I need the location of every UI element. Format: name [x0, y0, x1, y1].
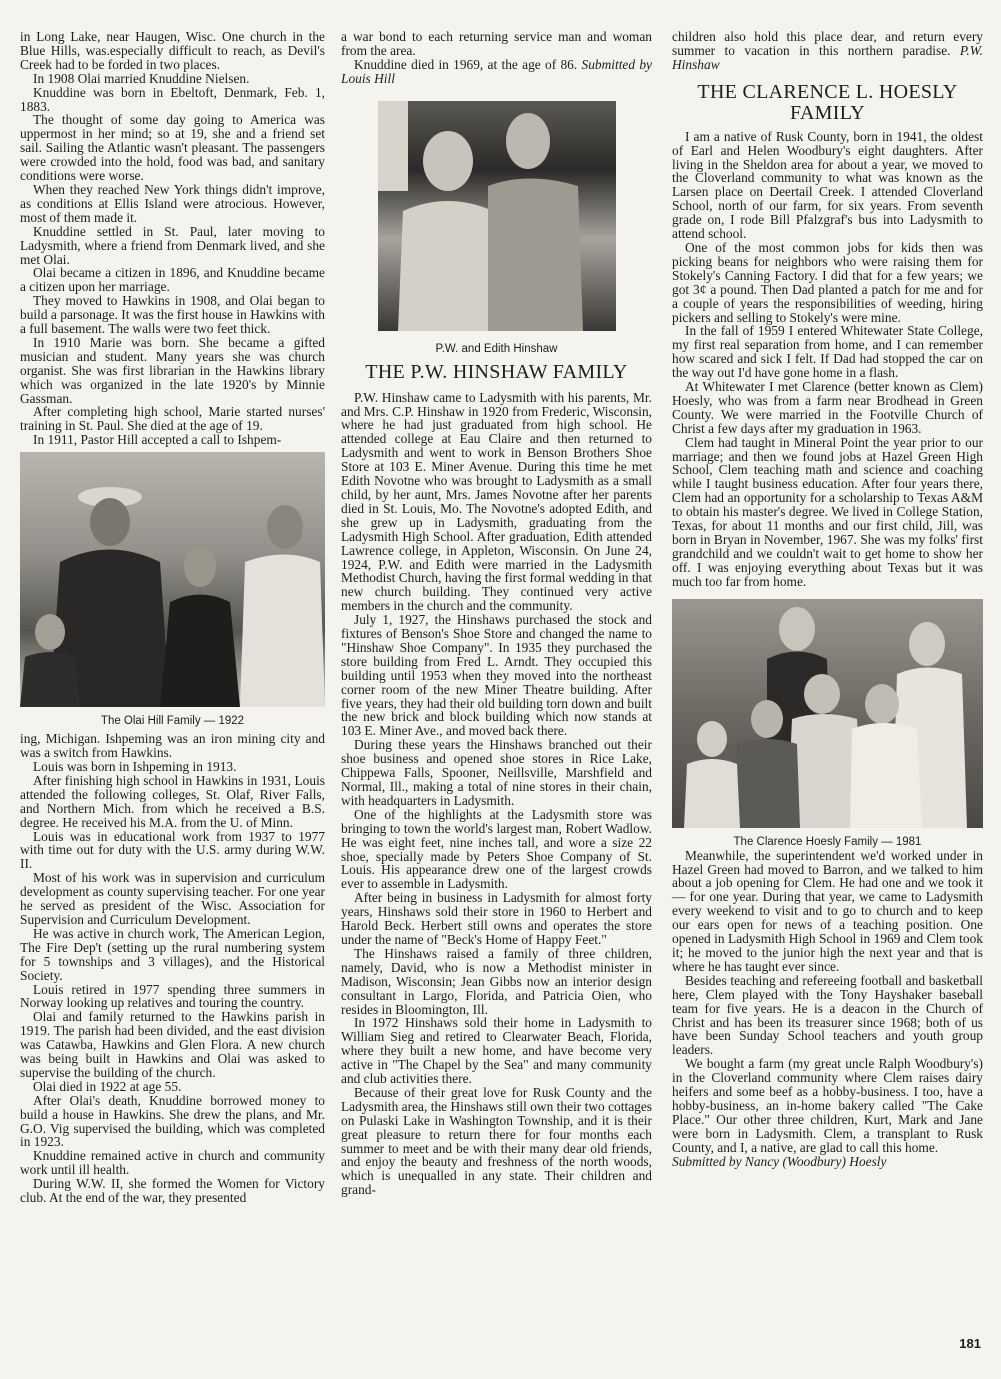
paragraph: Olai and family returned to the Hawkins parish in 1919. The parish had been divided, and the east division was Catawba, Hawkins and Glen Flora. A new church was being built in Hawkins and Olai was asked to supervise the building of the church.: [20, 1009, 325, 1080]
paragraph: The thought of some day going to America was uppermost in her mind; so at 19, she and a friend set sail. Sailing the Atlantic wasn't pleasant. The passengers were crowded into the hold, food was bad, and sanitary conditions were worse.: [20, 112, 325, 184]
olai-hill-text-part-1: [20, 30, 325, 447]
paragraph: In 1911, Pastor Hill accepted a call to Ishpem-: [33, 432, 282, 448]
paragraph: During W.W. II, she formed the Women for Victory club. At the end of the war, they presented: [20, 1176, 325, 1206]
paragraph: Clem had taught in Mineral Point the year prior to our marriage; and then we found jobs at Hazel Green High School, Clem teaching math and science and coaching while I taught business education. After four years there, Clem had an opportunity for a scholarship to Texas A&M to obtain his master's degree. We lived in College Station, Texas, for about 11 months and our first child, Jill, was born in Bryan in November, 1967. She was my folks' first grandchild and we couldn't wait to get home to show her off. I was enjoying everything about Texas but it was much too far from home.: [672, 434, 983, 589]
hoesly-family-photo: [672, 599, 983, 828]
paragraph: in Long Lake, near Haugen, Wisc. One church in the Blue Hills, was.especially difficult to reach, as Devil's Creek had to be forded in two places.: [20, 29, 325, 72]
paragraph: In 1972 Hinshaws sold their home in Ladysmith to William Sieg and retired to Clearwater Beach, Florida, where they built a new home, and have become very active in "The Chapel by the Sea" and many community and club activities there.: [341, 1015, 652, 1087]
column-2: [341, 30, 652, 1197]
paragraph: Knuddine settled in St. Paul, later moving to Ladysmith, where a friend from Denmark lived, and she met Olai.: [20, 223, 325, 267]
olai-hill-text-part-2: [20, 732, 325, 1205]
submitted-by: Submitted by Nancy (Woodbury) Hoesly: [672, 1153, 887, 1169]
paragraph: After Olai's death, Knuddine borrowed money to build a house in Hawkins. She drew the plans, and Mr. G.O. Vig supervised the building, which was completed in 1923.: [20, 1092, 325, 1150]
column-1: [20, 30, 325, 1205]
paragraph: Most of his work was in supervision and curriculum development as county supervising teacher. For one year he served as president of the Wisc. Association for Supervision and Curriculum Development.: [20, 870, 325, 927]
paragraph: After completing high school, Marie started nurses' training in St. Paul. She died at the age of 19.: [20, 404, 325, 434]
paragraph: a war bond to each returning service man and woman from the area.: [341, 29, 652, 58]
paragraph: They moved to Hawkins in 1908, and Olai began to build a parsonage. It was the first house in Hawkins with a full basement. The walls were two feet thick.: [20, 293, 325, 337]
photo-figures: [20, 452, 325, 707]
paragraph: P.W. Hinshaw came to Ladysmith with his parents, Mr. and Mrs. C.P. Hinshaw in 1920 from Frederic, Wisconsin, where he had just graduated from high school. He attended college at Eau Claire and then returned to Ladysmith and went to work in Benson Brothers Shoe Store at 103 E. Miner Avenue. During this time he met Edith Novotne who was brought to Ladysmith as a small child, by her aunt, Mrs. James Novotne after her parents died in St. Louis, Mo. The Novotne's adopted Edith, and she grew up in Ladysmith, graduating from the Ladysmith High School. After graduation, Edith attended Lawrence college, in Appleton, Wisconsin. On June 24, 1924, P.W. and Edith were married in the Ladysmith Methodist Church, having the first formal wedding in that new church building. They continued very active members in the church and the community.: [341, 389, 652, 614]
photo-caption: The Olai Hill Family — 1922: [100, 715, 245, 728]
page-number: 181: [959, 1336, 981, 1351]
paragraph-text: children also hold this place dear, and return every summer to vacation in this northern paradise.: [672, 29, 983, 58]
photo-caption: P.W. and Edith Hinshaw: [435, 342, 558, 355]
paragraph: Knuddine was born in Ebeltoft, Denmark, Feb. 1, 1883.: [20, 84, 325, 114]
paragraph: [341, 58, 652, 86]
column-3: [672, 30, 983, 1168]
paragraph: Because of their great love for Rusk County and the Ladysmith area, the Hinshaws still own their two cottages on Pulaski Lake in Washington Township, and it is their great pleasure to return there for four months each summer to meet and be with their many dear old friends, and enjoy the beauty and freshness of the north woods, which is unequalled in any state. Their children and grand-: [341, 1084, 652, 1198]
paragraph: Olai died in 1922 at age 55.: [33, 1078, 182, 1094]
photo-caption: The Clarence Hoesly Family — 1981: [733, 835, 922, 848]
paragraph: Olai became a citizen in 1896, and Knuddine became a citizen upon her marriage.: [20, 265, 325, 295]
submitted-by: P.W. Hinshaw: [672, 42, 983, 72]
paragraph: Meanwhile, the superintendent we'd worked under in Hazel Green had moved to Barron, and we talked to him about a job opening for Clem. He had one and we took it — for one year. During that year, we came to Ladysmith every weekend to visit and to go to church and to keep our ears open for news of a teaching position. One opened in Ladysmith High School in 1969 and Clem took it; he moved to the junior high the next year and that is where he has taught ever since.: [672, 847, 983, 974]
olai-hill-family-photo: [20, 452, 325, 707]
paragraph: Besides teaching and refereeing football and basketball here, Clem played with the Tony Hayshaker baseball team for five years. He is a deacon in the Church of Christ and has been its treasurer since 1968; both of us have been Sunday School teachers and youth group leaders.: [672, 972, 983, 1058]
article-title: THE P.W. HINSHAW FAMILY: [365, 360, 628, 383]
paragraph: Louis was born in Ishpeming in 1913.: [33, 759, 237, 774]
paragraph: We bought a farm (my great uncle Ralph Woodbury's) in the Cloverland community where Clem raises dairy heifers and some beef as a hobby-business. I too, have a hobby-business, an in-home bakery called "The Cake Place." Our other three children, Kurt, Mark and Jane were born in Ladysmith. Clem, a transplant to Rusk County, and I, a native, are glad to call this home.: [672, 1056, 983, 1155]
photo-figures: [672, 599, 983, 828]
paragraph: One of the most common jobs for kids then was picking beans for neighbors who were raising them for Stokely's Canning Factory. I did that for a few years; we got 3¢ a pound. Then Dad planted a patch for me and for a couple of years the responsibilities of weeding, hiring pickers and selling to Stokely's were mine.: [672, 239, 983, 325]
paragraph: ing, Michigan. Ishpeming was an iron mining city and was a switch from Hawkins.: [20, 731, 325, 761]
paragraph: July 1, 1927, the Hinshaws purchased the stock and fixtures of Benson's Shoe Store and changed the name to "Hinshaw Shoe Company". In 1935 they purchased the store building from Fred L. Arndt. They occupied this building until 1953 when they moved into the northeast corner room of the new Miner Theatre building. After five years, they had their old building torn down and built the new brick and block building which now stands at 103 E. Miner Ave., and moved back there.: [341, 612, 652, 739]
photo-figures: [378, 101, 616, 331]
paragraph: The Hinshaws raised a family of three children, namely, David, who is now a Methodist minister in Madison, Wisconsin; Jean Gibbs now an interior design consultant in Largo, Florida, and Patricia Oien, who resides in Bloomington, Ill.: [341, 945, 652, 1017]
hinshaw-photo: [378, 101, 616, 331]
article-title: THE CLARENCE L. HOESLY FAMILY: [697, 80, 958, 124]
paragraph: He was active in church work, The American Legion, The Fire Dep't (setting up the rural numbering system for 5 townships and 3 villages), and the Historical Society.: [20, 925, 325, 983]
paragraph: During these years the Hinshaws branched out their shoe business and opened shoe stores in Rice Lake, Chippewa Falls, Spooner, Neillsville, Marshfield and Normal, Ill., making a total of nine stores in their chain, with headquarters in Ladysmith.: [341, 737, 652, 808]
paragraph-text: Knuddine died in 1969, at the age of 86.: [354, 56, 578, 72]
paragraph: Louis retired in 1977 spending three summers in Norway looking up relatives and touring the country.: [20, 981, 325, 1011]
paragraph: In the fall of 1959 I entered Whitewater State College, my first real separation from home, and I can remember how scared and sick I felt. If Dad had stopped the car on the way out I'd have gone home in a flash.: [672, 323, 983, 381]
paragraph: In 1910 Marie was born. She became a gifted musician and student. Many years she was church organist. She was first librarian in the Hawkins library which was organized in the late 1920's by Minnie Gassman.: [20, 334, 325, 406]
paragraph: After finishing high school in Hawkins in 1931, Louis attended the following colleges, St. Olaf, River Falls, and Northern Mich. from which he received a B.S. degree. He received his M.A. from the U. of Minn.: [20, 772, 325, 830]
paragraph: Knuddine remained active in church and community work until ill health.: [20, 1148, 325, 1178]
paragraph: After being in business in Ladysmith for almost forty years, Hinshaws sold their store in 1960 to Herbert and Harold Beck. Herbert still owns and operates the store under the name of "Beck's Home of Happy Feet.": [341, 890, 652, 947]
paragraph: When they reached New York things didn't improve, as conditions at Ellis Island were atrocious. However, most of them made it.: [20, 181, 325, 225]
paragraph: In 1908 Olai married Knuddine Nielsen.: [33, 70, 250, 86]
paragraph: [672, 30, 983, 72]
paragraph: I am a native of Rusk County, born in 1941, the oldest of Earl and Helen Woodbury's eight daughters. After living in the Sheldon area for about a year, we moved to the Cloverland community to what was known as the Larsen place on Deertail Creek. I attended Cloverland School, north of our farm, for six years. From seventh grade on, I rode Bill Pfalzgraf's bus into Ladysmith to attend school.: [672, 128, 983, 242]
submitted-by: Submitted by Louis Hill: [341, 56, 652, 86]
paragraph: Louis was in educational work from 1937 to 1977 with time out for duty with the U.S. army during W.W. II.: [20, 828, 325, 872]
paragraph: One of the highlights at the Ladysmith store was bringing to town the world's largest man, Robert Wadlow. He was eight feet, nine inches tall, and wore a size 22 shoe, specially made by Peters Shoe Company of St. Louis. His appearance drew one of the largest crowds ever to assemble in Ladysmith.: [341, 806, 652, 892]
paragraph: At Whitewater I met Clarence (better known as Clem) Hoesly, who was from a farm near Brodhead in Green County. We were married in the Footville Church of Christ a few days after my graduation in 1963.: [672, 379, 983, 436]
